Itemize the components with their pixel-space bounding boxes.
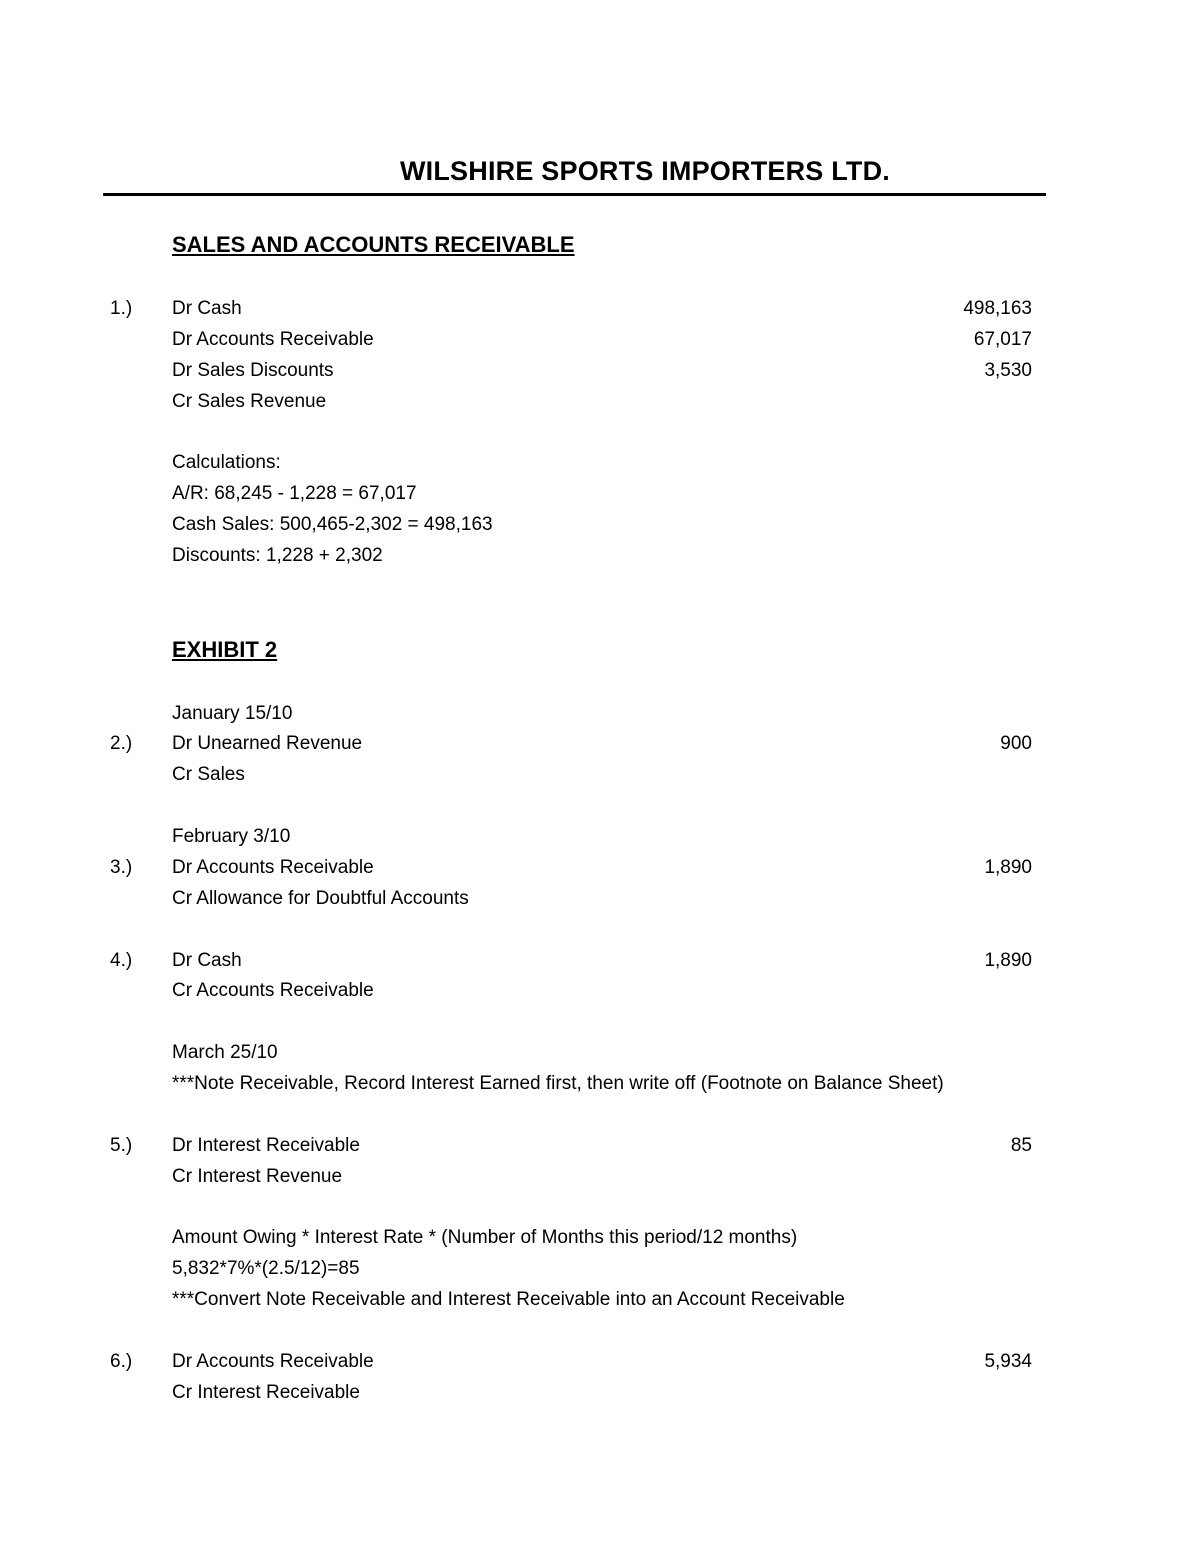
entry3-line-cr: Cr Allowance for Doubtful Accounts xyxy=(172,888,469,909)
date-label: February 3/10 xyxy=(172,826,291,847)
entry3-amount: 1,890 xyxy=(984,857,1032,878)
entry-number-5: 5.) xyxy=(110,1135,133,1156)
entry2-line-cr: Cr Sales xyxy=(172,764,245,785)
entry4-line-dr: Dr Cash xyxy=(172,950,242,971)
entry2-amount: 900 xyxy=(1000,733,1032,754)
note-line: ***Note Receivable, Record Interest Earned first, then write off (Footnote on Balance Sheet) xyxy=(172,1073,944,1094)
entry-number-4: 4.) xyxy=(110,950,133,971)
entry-number-1: 1.) xyxy=(110,298,133,319)
entry3-line-dr: Dr Accounts Receivable xyxy=(172,857,374,878)
date-label: March 25/10 xyxy=(172,1042,278,1063)
calculations-label: Calculations: xyxy=(172,452,281,473)
calculation-line: Cash Sales: 500,465-2,302 = 498,163 xyxy=(172,514,493,535)
entry6-line-cr: Cr Interest Receivable xyxy=(172,1382,360,1403)
calculation-line: A/R: 68,245 - 1,228 = 67,017 xyxy=(172,483,417,504)
note-line: ***Convert Note Receivable and Interest Receivable into an Account Receivable xyxy=(172,1289,845,1310)
entry1-amount-cash: 498,163 xyxy=(963,298,1032,319)
formula-line: 5,832*7%*(2.5/12)=85 xyxy=(172,1258,360,1279)
page-title: WILSHIRE SPORTS IMPORTERS LTD. xyxy=(399,156,890,186)
section-heading-exhibit: EXHIBIT 2 xyxy=(172,637,278,662)
section-heading-sales: SALES AND ACCOUNTS RECEIVABLE xyxy=(172,232,575,257)
entry6-amount: 5,934 xyxy=(984,1351,1032,1372)
entry-number-3: 3.) xyxy=(110,857,133,878)
entry4-line-cr: Cr Accounts Receivable xyxy=(172,980,374,1001)
entry1-line-dr-cash: Dr Cash xyxy=(172,298,242,319)
title-rule xyxy=(103,193,1046,196)
entry1-amount-ar: 67,017 xyxy=(973,329,1032,350)
entry1-line-dr-ar: Dr Accounts Receivable xyxy=(172,329,374,350)
entry-number-2: 2.) xyxy=(110,733,133,754)
entry1-line-cr-sales: Cr Sales Revenue xyxy=(172,391,327,412)
entry-number-6: 6.) xyxy=(110,1351,133,1372)
entry5-amount: 85 xyxy=(1010,1135,1032,1156)
entry4-amount: 1,890 xyxy=(984,950,1032,971)
formula-line: Amount Owing * Interest Rate * (Number of Months this period/12 months) xyxy=(172,1227,798,1248)
entry2-line-dr: Dr Unearned Revenue xyxy=(172,733,363,754)
entry5-line-dr: Dr Interest Receivable xyxy=(172,1135,360,1156)
date-label: January 15/10 xyxy=(172,703,293,724)
calculation-line: Discounts: 1,228 + 2,302 xyxy=(172,545,383,566)
entry1-line-dr-discounts: Dr Sales Discounts xyxy=(172,360,334,381)
entry1-amount-discounts: 3,530 xyxy=(984,360,1032,381)
entry6-line-dr: Dr Accounts Receivable xyxy=(172,1351,374,1372)
entry5-line-cr: Cr Interest Revenue xyxy=(172,1166,343,1187)
